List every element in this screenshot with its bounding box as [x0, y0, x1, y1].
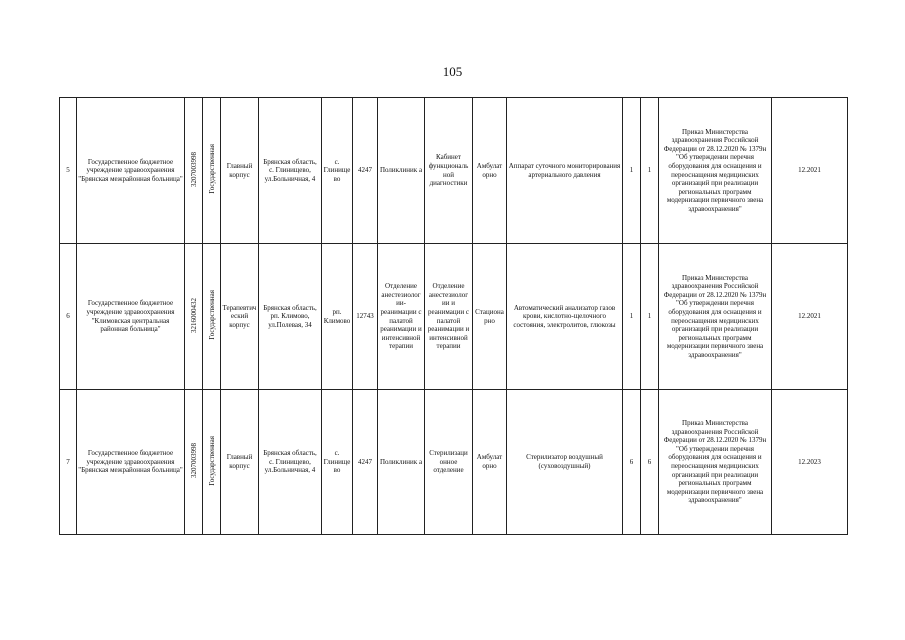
- inn-text: 3216000432: [189, 297, 198, 333]
- cell-basis: Приказ Министерства здравоохранения Российской Федерации от 28.12.2020 № 1379н "Об утверждении перечня оборудования для оснащения и переоснащения медицинских организаций при реализации региональных программ модернизации первичного звена здравоохранения": [659, 98, 772, 244]
- cell-care-type: Амбулат орно: [473, 390, 507, 535]
- cell-address: Брянская область, рп. Климово, ул.Полевая, 34: [259, 244, 322, 390]
- cell-quantity-2: 1: [641, 244, 659, 390]
- cell-quantity-1: 1: [623, 244, 641, 390]
- page-number: 105: [442, 64, 463, 79]
- cell-date: 12.2021: [772, 244, 848, 390]
- cell-code: 4247: [353, 390, 378, 535]
- ownership-form-text: Государственная: [207, 435, 216, 486]
- cell-ownership-form: [203, 98, 221, 244]
- inn-text: 3207003998: [189, 151, 198, 187]
- table-row: [60, 98, 848, 244]
- cell-num: 6: [60, 244, 77, 390]
- cell-num: 5: [60, 98, 77, 244]
- cell-department: Поликлиник а: [378, 390, 425, 535]
- cell-settlement: с. Глинище во: [322, 390, 353, 535]
- cell-unit: Стерилизаци онное отделение: [425, 390, 473, 535]
- cell-quantity-2: 1: [641, 98, 659, 244]
- cell-building: Главный корпус: [221, 390, 259, 535]
- cell-date: 12.2023: [772, 390, 848, 535]
- inn-text: 3207003998: [189, 443, 198, 479]
- cell-equipment: Стерилизатор воздушный (суховоздушный): [507, 390, 623, 535]
- ownership-form-text: Государственная: [207, 144, 216, 195]
- cell-quantity-1: 6: [623, 390, 641, 535]
- cell-organization: Государственное бюджетное учреждение здравоохранения "Климовская центральная районная больница": [77, 244, 185, 390]
- cell-care-type: Стациона рно: [473, 244, 507, 390]
- cell-basis: Приказ Министерства здравоохранения Российской Федерации от 28.12.2020 № 1379н "Об утверждении перечня оборудования для оснащения и переоснащения медицинских организаций при реализации региональных программ модернизации первичного звена здравоохранения": [659, 244, 772, 390]
- cell-basis: Приказ Министерства здравоохранения Российской Федерации от 28.12.2020 № 1379н "Об утверждении перечня оборудования для оснащения и переоснащения медицинских организаций при реализации региональных программ модернизации первичного звена здравоохранения": [659, 390, 772, 535]
- cell-date: 12.2021: [772, 98, 848, 244]
- cell-settlement: с. Глинище во: [322, 98, 353, 244]
- cell-quantity-2: 6: [641, 390, 659, 535]
- cell-address: Брянская область, с. Глинищево, ул.Больничная, 4: [259, 98, 322, 244]
- cell-building: Главный корпус: [221, 98, 259, 244]
- cell-ownership-form: [203, 390, 221, 535]
- cell-settlement: рп. Климово: [322, 244, 353, 390]
- cell-organization: Государственное бюджетное учреждение здравоохранения "Брянская межрайонная больница": [77, 98, 185, 244]
- cell-building: Терапевтич еский корпус: [221, 244, 259, 390]
- cell-inn: [185, 244, 203, 390]
- ownership-form-text: Государственная: [207, 290, 216, 341]
- cell-care-type: Амбулат орно: [473, 98, 507, 244]
- cell-address: Брянская область, с. Глинищево, ул.Больничная, 4: [259, 390, 322, 535]
- cell-code: 12743: [353, 244, 378, 390]
- cell-num: 7: [60, 390, 77, 535]
- cell-inn: [185, 390, 203, 535]
- cell-quantity-1: 1: [623, 98, 641, 244]
- cell-equipment: Автоматический анализатор газов крови, кислотно-щелочного состояния, электролитов, глюкозы: [507, 244, 623, 390]
- table-row: [60, 244, 848, 390]
- cell-equipment: Аппарат суточного мониторирования артериального давления: [507, 98, 623, 244]
- cell-ownership-form: [203, 244, 221, 390]
- equipment-table: [59, 97, 848, 535]
- cell-inn: [185, 98, 203, 244]
- cell-code: 4247: [353, 98, 378, 244]
- cell-department: Отделение анестезиолог ии- реанимации с палатой реанимации и интенсивной терапии: [378, 244, 425, 390]
- cell-department: Поликлиник а: [378, 98, 425, 244]
- cell-organization: Государственное бюджетное учреждение здравоохранения "Брянская межрайонная больница": [77, 390, 185, 535]
- table-row: [60, 390, 848, 535]
- cell-unit: Кабинет функциональ ной диагностики: [425, 98, 473, 244]
- cell-unit: Отделение анестезиолог ии и реанимации с палатой реанимации и интенсивной терапии: [425, 244, 473, 390]
